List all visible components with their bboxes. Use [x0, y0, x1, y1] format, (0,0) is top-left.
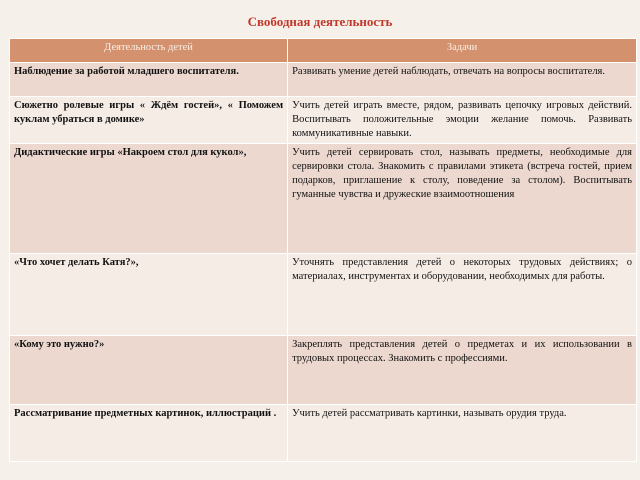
- activity-cell: «Что хочет делать Катя?»,: [10, 254, 288, 336]
- task-cell: Развивать умение детей наблюдать, отвечать на вопросы воспитателя.: [288, 63, 637, 97]
- activity-cell: Наблюдение за работой младшего воспитателя.: [10, 63, 288, 97]
- activity-cell: Сюжетно ролевые игры « Ждём гостей», « Поможем куклам убраться в домике»: [10, 97, 288, 144]
- table-row: [10, 254, 637, 336]
- table-header-row: [10, 39, 637, 63]
- activities-table: [9, 38, 637, 462]
- activity-cell: Рассматривание предметных картинок, иллюстраций .: [10, 405, 288, 462]
- header-activity: Деятельность детей: [10, 39, 288, 63]
- activity-cell: Дидактические игры «Накроем стол для кукол»,: [10, 144, 288, 254]
- task-cell: Учить детей играть вместе, рядом, развивать цепочку игровых действий. Воспитывать положительные эмоции желание помочь. Развивать коммуникативные навыки.: [288, 97, 637, 144]
- table-row: [10, 97, 637, 144]
- table-row: [10, 63, 637, 97]
- task-cell: Уточнять представления детей о некоторых трудовых действиях; о материалах, инструментах и оборудовании, необходимых для работы.: [288, 254, 637, 336]
- task-cell: Учить детей сервировать стол, называть предметы, необходимые для сервировки стола. Знакомить с правилами этикета (встреча гостей, прием подарков, приглашение к столу, поведение за столом). Воспитывать гуманные чувства и дружеские взаимоотношения: [288, 144, 637, 254]
- table-row: [10, 405, 637, 462]
- header-tasks: Задачи: [288, 39, 637, 63]
- table-row: [10, 144, 637, 254]
- task-cell: Учить детей рассматривать картинки, называть орудия труда.: [288, 405, 637, 462]
- page-title: Свободная деятельность: [247, 14, 393, 29]
- task-cell: Закреплять представления детей о предметах и их использовании в трудовых процессах. Знакомить с профессиями.: [288, 336, 637, 405]
- table-row: [10, 336, 637, 405]
- activity-cell: «Кому это нужно?»: [10, 336, 288, 405]
